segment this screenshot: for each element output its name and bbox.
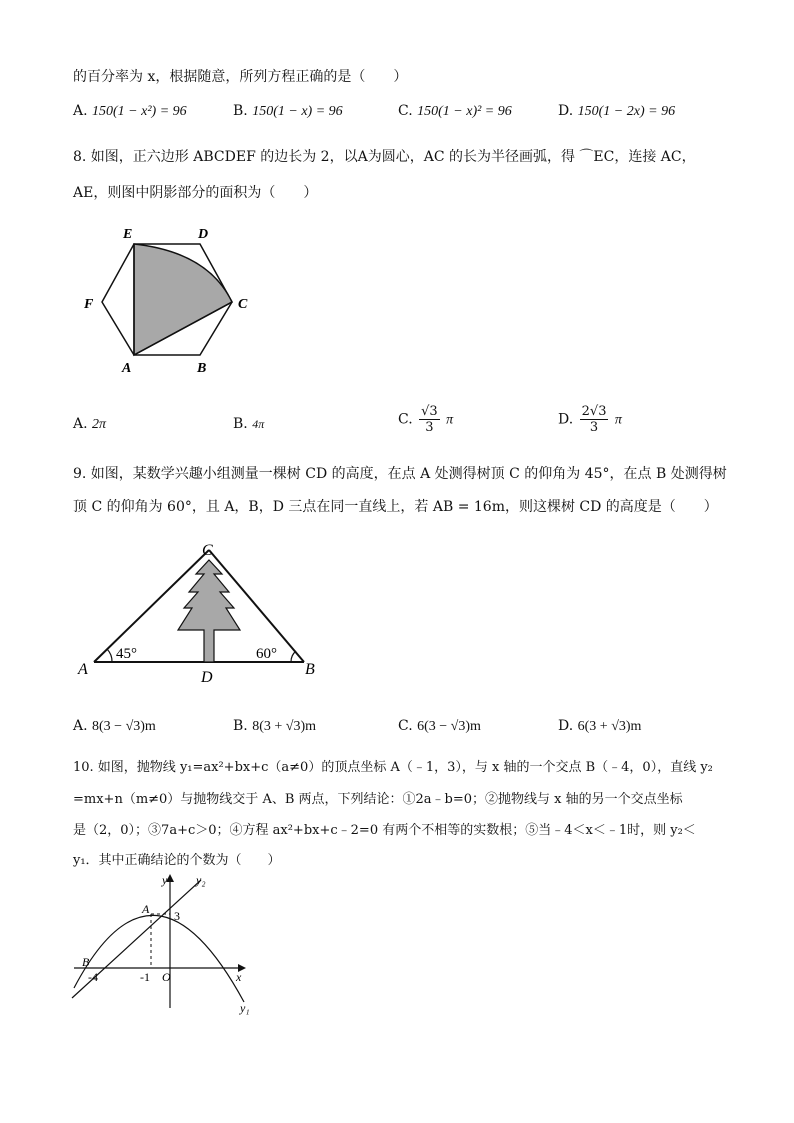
option-text: 4π (252, 417, 265, 431)
label-y: y (162, 873, 168, 887)
q8-option-a[interactable] (73, 416, 106, 433)
option-letter: D. (558, 411, 574, 428)
shaded-sector (134, 244, 232, 355)
option-text: 6(3 + √3)m (577, 719, 642, 734)
label-b: B (82, 955, 90, 969)
hexagon-figure (80, 220, 260, 380)
q7-option-b[interactable] (233, 103, 343, 120)
label-a: A (78, 661, 88, 678)
angle-arc-a (107, 649, 112, 662)
angle-a-label: 45° (116, 646, 137, 662)
numerator: 2√3 (581, 404, 607, 419)
option-text: 8(3 + √3)m (252, 719, 316, 734)
option-letter: B. (233, 718, 248, 734)
q8-option-b[interactable] (233, 416, 264, 432)
q9-stem-line2: 顶 C 的仰角为 60°，且 A，B，D 三点在同一直线上，若 AB = 16m，则这棵树 CD 的高度是（ ） (73, 499, 718, 515)
label-d: D (201, 669, 213, 686)
label-d: D (198, 227, 209, 242)
option-tail: π (614, 412, 622, 428)
denominator: 3 (589, 420, 599, 435)
label-c: C (202, 542, 213, 559)
option-text: 150(1 − x)² = 96 (417, 104, 512, 119)
label-three: 3 (174, 909, 180, 923)
numerator: √3 (421, 404, 438, 419)
q10-stem-line3: 是（2，0）；③7a+c＞0；④方程 ax²+bx+c﹣2=0 有两个不相等的实数根；⑤当﹣4＜x＜﹣1时，则 y₂＜ (73, 823, 696, 838)
q8-option-c[interactable] (398, 404, 453, 435)
q9-stem-line1: 9. 如图，某数学兴趣小组测量一棵树 CD 的高度，在点 A 处测得树顶 C 的仰角为 45°，在点 B 处测得树 (73, 466, 727, 482)
option-text: 8(3 − √3)m (92, 719, 156, 734)
label-e: E (123, 227, 133, 242)
q7-option-d[interactable] (558, 103, 675, 120)
label-b: B (197, 361, 207, 376)
q9-option-a[interactable] (73, 718, 156, 735)
label-y1: y₁ (240, 1001, 250, 1015)
option-letter: C. (398, 718, 413, 734)
label-x: x (236, 970, 242, 984)
option-letter: C. (398, 411, 413, 428)
parabola-y1 (74, 915, 244, 1002)
q7-option-a[interactable] (73, 103, 187, 120)
denominator: 3 (425, 420, 434, 435)
tree-figure (72, 536, 332, 686)
option-letter: D. (558, 103, 574, 119)
label-c: C (238, 297, 248, 312)
option-text: 2π (92, 417, 107, 432)
q8-stem-line2: AE，则图中阴影部分的面积为（ ） (73, 185, 318, 201)
q10-stem-line4: y₁．其中正确结论的个数为（ ） (73, 853, 281, 868)
option-letter: B. (233, 103, 248, 119)
q9-option-d[interactable] (558, 718, 641, 735)
parabola-figure (66, 868, 266, 1018)
angle-b-label: 60° (256, 646, 277, 662)
label-origin: O (162, 970, 171, 984)
option-letter: A. (73, 103, 88, 119)
label-y2: y₂ (196, 873, 206, 887)
option-letter: A. (73, 416, 88, 432)
q10-stem-line2: =mx+n（m≠0）与抛物线交于 A、B 两点，下列结论：①2a﹣b=0；②抛物线与 x 轴的另一个交点坐标 (73, 792, 683, 807)
option-letter: B. (233, 416, 248, 432)
q7-stem: 的百分率为 x，根据随意，所列方程正确的是（ ） (73, 69, 408, 85)
label-a: A (142, 902, 150, 916)
q7-option-c[interactable] (398, 103, 512, 120)
option-letter: C. (398, 103, 413, 119)
option-letter: A. (73, 718, 88, 734)
fraction (419, 404, 440, 435)
option-tail: π (446, 412, 454, 428)
q8-option-d[interactable] (558, 404, 622, 435)
q10-stem-line1: 10. 如图，抛物线 y₁=ax²+bx+c（a≠0）的顶点坐标 A（﹣1，3），与 x 轴的一个交点 B（﹣4，0），直线 y₂ (73, 760, 713, 775)
label-a: A (122, 361, 132, 376)
option-text: 150(1 − 2x) = 96 (577, 104, 676, 119)
option-letter: D. (558, 718, 574, 734)
option-text: 150(1 − x²) = 96 (92, 104, 187, 119)
fraction (580, 404, 609, 435)
q9-option-c[interactable] (398, 718, 481, 735)
label-f: F (84, 297, 94, 312)
label-b: B (305, 661, 315, 678)
label-neg1: -1 (140, 970, 150, 984)
option-text: 150(1 − x) = 96 (252, 104, 343, 119)
option-text: 6(3 − √3)m (417, 719, 481, 734)
q8-stem-line1: 8. 如图，正六边形 ABCDEF 的边长为 2，以A为圆心，AC 的长为半径画弧，得 ⌒EC，连接 AC， (73, 149, 696, 165)
q9-option-b[interactable] (233, 718, 316, 735)
label-neg4: -4 (88, 970, 98, 984)
